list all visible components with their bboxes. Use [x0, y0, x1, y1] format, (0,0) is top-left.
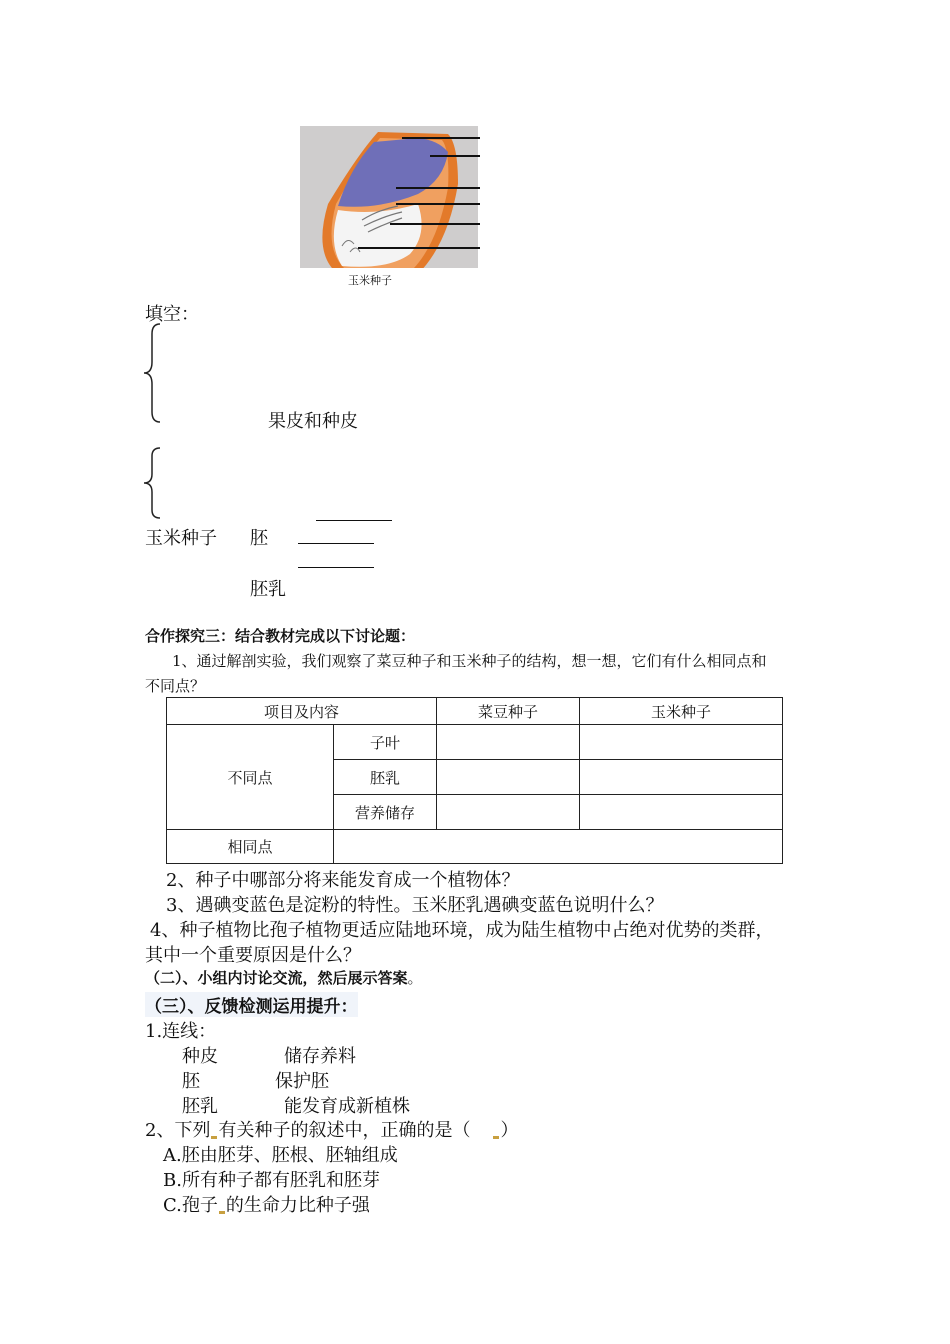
table-cell[interactable]: [580, 795, 783, 830]
table-cell[interactable]: [437, 795, 580, 830]
match-left-item: 胚乳: [182, 1096, 218, 1117]
editor-mark: [493, 1136, 499, 1139]
mc-option-a[interactable]: A.胚由胚芽、胚根、胚轴组成: [163, 1145, 398, 1166]
coop-heading: 合作探究三：结合教材完成以下讨论题：: [145, 627, 416, 645]
brace-upper: [140, 322, 164, 424]
seed-label: 玉米种子: [145, 528, 217, 549]
mc-option-b[interactable]: B.所有种子都有胚乳和胚芽: [163, 1170, 380, 1191]
match-right-item: 能发育成新植株: [284, 1096, 410, 1117]
match-right-item: 储存养料: [284, 1046, 356, 1067]
editor-mark: [211, 1136, 217, 1139]
table-row-cotyledon: 子叶: [334, 725, 437, 760]
pericarp-label: 果皮和种皮: [268, 411, 358, 432]
corn-seed-figure: [298, 124, 482, 290]
answer-blank-1[interactable]: [316, 520, 392, 521]
brace-lower: [140, 446, 164, 520]
table-row-endosperm: 胚乳: [334, 760, 437, 795]
table-header-corn: 玉米种子: [580, 698, 783, 725]
question-1-line-2: 不同点？: [145, 677, 206, 695]
fill-label: 填空：: [145, 304, 199, 325]
section-3-heading: （三）、反馈检测运用提升：: [145, 992, 358, 1017]
matching-title: 1.连线：: [145, 1021, 217, 1042]
question-1-line-1: 1、通过解剖实验，我们观察了菜豆种子和玉米种子的结构，想一想，它们有什么相同点和: [172, 652, 767, 670]
table-cell[interactable]: [437, 760, 580, 795]
figure-caption: 玉米种子: [348, 274, 392, 287]
table-cell[interactable]: [580, 725, 783, 760]
table-header-bean: 菜豆种子: [437, 698, 580, 725]
table-row-nutrition: 营养储存: [334, 795, 437, 830]
table-cell[interactable]: [437, 725, 580, 760]
question-2: 2、种子中哪部分将来能发育成一个植物体？: [166, 870, 520, 891]
section-2-heading: （二）、小组内讨论交流，然后展示答案。: [145, 969, 423, 987]
match-left-item: 胚: [182, 1071, 200, 1092]
comparison-table: [166, 697, 783, 864]
answer-blank-2[interactable]: [298, 543, 374, 544]
table-diff-label: 不同点: [167, 725, 334, 830]
table-same-label: 相同点: [167, 830, 334, 864]
question-3: 3、遇碘变蓝色是淀粉的特性。玉米胚乳遇碘变蓝色说明什么？: [166, 895, 664, 916]
table-cell[interactable]: [334, 830, 783, 864]
answer-blank-3[interactable]: [298, 567, 374, 568]
editor-mark: [219, 1211, 225, 1214]
question-4-line-1: 4、种子植物比孢子植物更适应陆地环境，成为陆生植物中占绝对优势的类群，: [150, 920, 774, 941]
question-4-line-2: 其中一个重要原因是什么？: [145, 945, 361, 966]
endosperm-label: 胚乳: [250, 579, 286, 600]
match-left-item: 种皮: [182, 1046, 218, 1067]
match-right-item: 保护胚: [275, 1071, 329, 1092]
table-cell[interactable]: [580, 760, 783, 795]
table-header-item: 项目及内容: [167, 698, 437, 725]
embryo-label: 胚: [250, 528, 268, 549]
mc-question: 2、下列 有关种子的叙述中，正确的是（ ）: [145, 1120, 519, 1141]
mc-option-c[interactable]: C.孢子 的生命力比种子强: [163, 1195, 370, 1216]
